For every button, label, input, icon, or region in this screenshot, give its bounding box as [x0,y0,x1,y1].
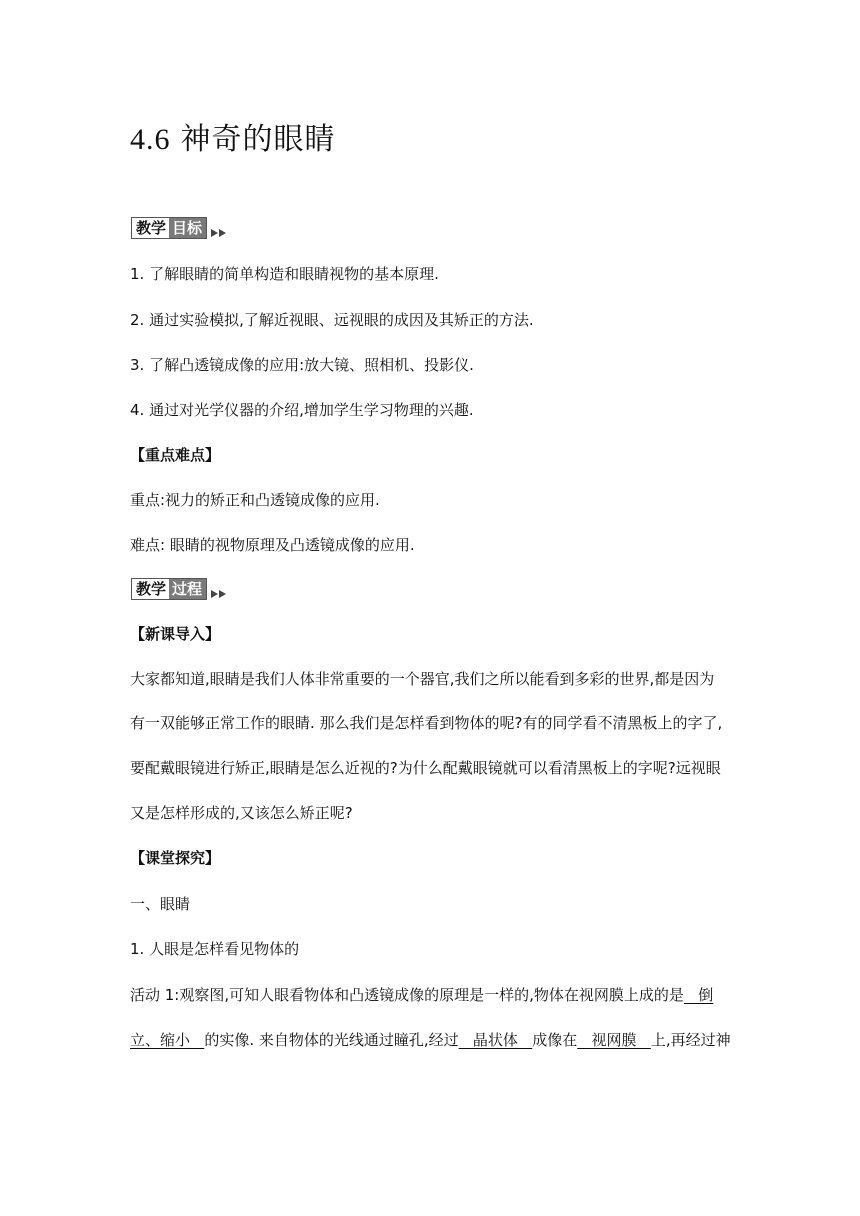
goal-item: 2. 通过实验模拟,了解近视眼、远视眼的成因及其矫正的方法. [130,311,534,329]
intro-paragraph-line: 要配戴眼镜进行矫正,眼睛是怎么近视的?为什么配戴眼镜就可以看清黑板上的字呢?远视眼 [130,759,721,777]
double-arrow-icon [211,590,227,598]
goal-item: 3. 了解凸透镜成像的应用:放大镜、照相机、投影仪. [130,356,474,374]
page-title [130,118,336,162]
explore-heading: 【课堂探究】 [130,849,221,867]
activity-line [130,984,713,1006]
intro-paragraph-line: 有一双能够正常工作的眼睛. 那么我们是怎样看到物体的呢?有的同学看不清黑板上的字了, [130,714,723,732]
activity-text: 活动 1:观察图,可知人眼看物体和凸透镜成像的原理是一样的,物体在视网膜上成的是 [130,986,684,1004]
activity-text: 上,再经过神 [650,1031,731,1049]
answer-blank: 立、缩小 [130,1031,205,1049]
goal-item: 4. 通过对光学仪器的介绍,增加学生学习物理的兴趣. [130,401,474,419]
keypoint-key: 重点:视力的矫正和凸透镜成像的应用. [130,491,380,509]
keypoint-difficult: 难点: 眼睛的视物原理及凸透镜成像的应用. [130,536,415,554]
title-text: 神奇的眼睛 [180,122,336,157]
intro-heading: 【新课导入】 [130,625,221,643]
activity-text: 的实像. 来自物体的光线通过瞳孔,经过 [204,1031,459,1049]
section-badge-part1: 教学 [132,218,169,238]
section-badge-part2: 过程 [169,579,206,599]
answer-blank: 视网膜 [577,1031,651,1049]
intro-paragraph-line: 又是怎样形成的,又该怎么矫正呢? [130,804,353,822]
goal-item: 1. 了解眼睛的简单构造和眼睛视物的基本原理. [130,265,439,283]
keypoints-heading: 【重点难点】 [130,446,221,464]
section-badge-process [131,577,227,601]
section-badge-goals [131,216,227,240]
answer-blank: 倒 [683,986,714,1004]
intro-paragraph-line: 大家都知道,眼睛是我们人体非常重要的一个器官,我们之所以能看到多彩的世界,都是因为 [130,670,715,688]
section-badge-part2: 目标 [169,218,206,238]
double-arrow-icon [211,229,227,237]
title-number: 4.6 [130,123,171,156]
explore-subsection: 1. 人眼是怎样看见物体的 [130,940,300,958]
activity-text: 成像在 [532,1031,578,1049]
explore-subheading: 一、眼睛 [130,895,191,913]
section-badge-part1: 教学 [132,579,169,599]
answer-blank: 晶状体 [458,1031,533,1049]
activity-line [130,1029,731,1051]
